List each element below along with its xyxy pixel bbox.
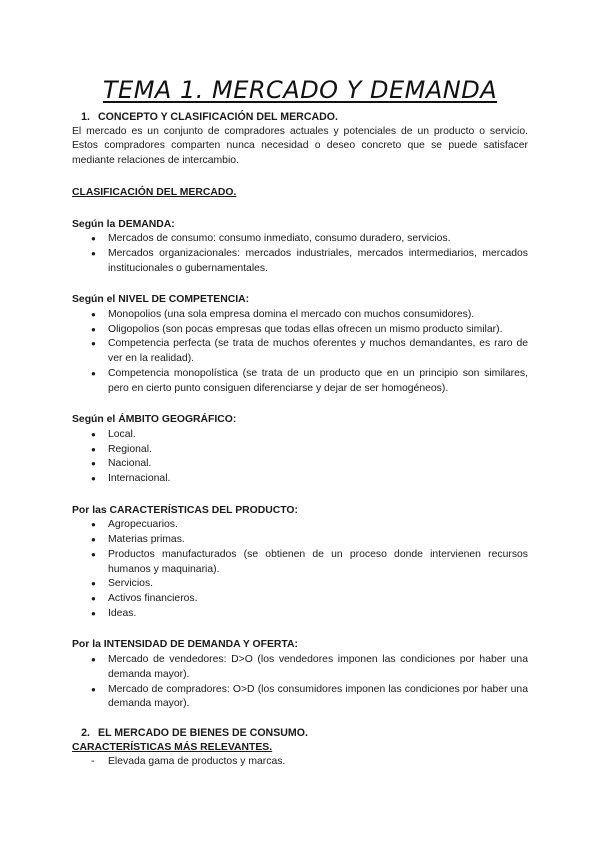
- bullet-icon: ●: [91, 459, 96, 469]
- bullet-icon: ●: [91, 474, 96, 484]
- list-item: [72, 683, 528, 712]
- section-1-heading: [72, 110, 528, 125]
- list-item-text: Mercado de compradores: O>D (los consumidores imponen las condiciones por haber una demanda mayor).: [108, 683, 528, 710]
- list-item: [72, 755, 528, 770]
- list-item: [72, 308, 528, 323]
- list-item-text: Ideas.: [108, 607, 137, 619]
- list-item-text: Elevada gama de productos y marcas.: [108, 756, 286, 768]
- bullet-icon: ●: [91, 368, 96, 378]
- list-item-text: Activos financieros.: [108, 592, 198, 604]
- section-1-number: 1.: [81, 111, 90, 123]
- bullet-icon: ●: [91, 310, 96, 320]
- classification-group-heading: Por las CARACTERÍSTICAS DEL PRODUCTO:: [72, 504, 298, 516]
- list-item-text: Mercados de consumo: consumo inmediato, consumo duradero, servicios.: [108, 233, 451, 245]
- list-item: [72, 337, 528, 366]
- bullet-icon: ●: [91, 444, 96, 454]
- list-item-text: Servicios.: [108, 578, 154, 590]
- bullet-list: [72, 308, 528, 396]
- list-item-text: Regional.: [108, 443, 152, 455]
- classification-group-heading: Según el NIVEL DE COMPETENCIA:: [72, 294, 250, 306]
- classification-groups: [72, 201, 528, 712]
- section-2-subheading: CARACTERÍSTICAS MÁS RELEVANTES.: [72, 741, 273, 753]
- list-item-text: Agropecuarios.: [108, 519, 178, 531]
- bullet-icon: ●: [91, 593, 96, 603]
- classification-group-heading: Según el ÁMBITO GEOGRÁFICO:: [72, 414, 237, 426]
- list-item: [72, 577, 528, 592]
- bullet-icon: ●: [91, 429, 96, 439]
- section-2-list: [72, 755, 528, 770]
- list-item: [72, 443, 528, 458]
- document-body: [72, 110, 528, 770]
- list-item: [72, 533, 528, 548]
- classification-heading: CLASIFICACIÓN DEL MERCADO.: [72, 186, 237, 198]
- classification-group-heading: Por la INTENSIDAD DE DEMANDA Y OFERTA:: [72, 639, 298, 651]
- list-item-text: Local.: [108, 428, 136, 440]
- list-item: [72, 367, 528, 396]
- list-item: [72, 457, 528, 472]
- bullet-list: [72, 653, 528, 712]
- list-item-text: Mercado de vendedores: D>O (los vendedores imponen las condiciones por haber una demanda mayor).: [108, 654, 528, 680]
- list-item-text: Competencia perfecta (se trata de muchos oferentes y muchos demandantes, es raro de ver en la realidad).: [108, 338, 528, 365]
- section-2-number: 2.: [81, 726, 90, 739]
- bullet-icon: ●: [91, 608, 96, 618]
- list-item: [72, 607, 528, 622]
- dash-icon: -: [91, 756, 95, 768]
- market-definition-paragraph: El mercado es un conjunto de compradores actuales y potenciales de un producto o servicio. Estos compradores comparten nunca necesidad o deseo concreto que se puede satisfacer mediante relaciones de intercambio.: [72, 125, 528, 167]
- document-title: TEMA 1. MERCADO Y DEMANDA: [102, 76, 498, 104]
- list-item: [72, 592, 528, 607]
- list-item-text: Materias primas.: [108, 534, 185, 546]
- bullet-list: [72, 232, 528, 276]
- bullet-icon: ●: [91, 579, 96, 589]
- section-1-title: CONCEPTO Y CLASIFICACIÓN DEL MERCADO.: [98, 111, 338, 123]
- list-item: [72, 518, 528, 533]
- list-item: [72, 472, 528, 487]
- list-item: [72, 323, 528, 338]
- list-item: [72, 247, 528, 276]
- bullet-icon: ●: [91, 520, 96, 530]
- bullet-list: [72, 428, 528, 487]
- list-item-text: Monopolios (una sola empresa domina el mercado con muchos consumidores).: [108, 309, 475, 321]
- bullet-icon: ●: [91, 339, 96, 349]
- section-2-heading: [72, 726, 528, 741]
- list-item: [72, 548, 528, 577]
- bullet-icon: ●: [91, 234, 96, 244]
- bullet-icon: ●: [91, 324, 96, 334]
- classification-group-heading: Según la DEMANDA:: [72, 218, 175, 230]
- bullet-list: [72, 518, 528, 621]
- list-item-text: Productos manufacturados (se obtienen de un proceso donde intervienen recursos humanos y maquinaria).: [108, 548, 528, 575]
- bullet-icon: ●: [91, 535, 96, 545]
- bullet-icon: ●: [91, 684, 96, 694]
- list-item-text: Oligopolios (son pocas empresas que todas ellas ofrecen un mismo producto similar).: [108, 323, 503, 335]
- list-item: [72, 232, 528, 247]
- bullet-icon: ●: [91, 655, 96, 665]
- section-2-title: EL MERCADO DE BIENES DE CONSUMO.: [98, 726, 308, 739]
- list-item-text: Mercados organizacionales: mercados industriales, mercados intermediarios, mercados institucionales o gubernamentales.: [108, 247, 528, 274]
- list-item-text: Competencia monopolística (se trata de un producto que en un principio son similares, pero en cierto punto consiguen diferenciarse y dejar de ser homogéneos).: [108, 367, 528, 394]
- list-item-text: Nacional.: [108, 458, 152, 470]
- list-item: [72, 653, 528, 682]
- list-item-text: Internacional.: [108, 473, 171, 485]
- bullet-icon: ●: [91, 549, 96, 559]
- bullet-icon: ●: [91, 248, 96, 258]
- list-item: [72, 428, 528, 443]
